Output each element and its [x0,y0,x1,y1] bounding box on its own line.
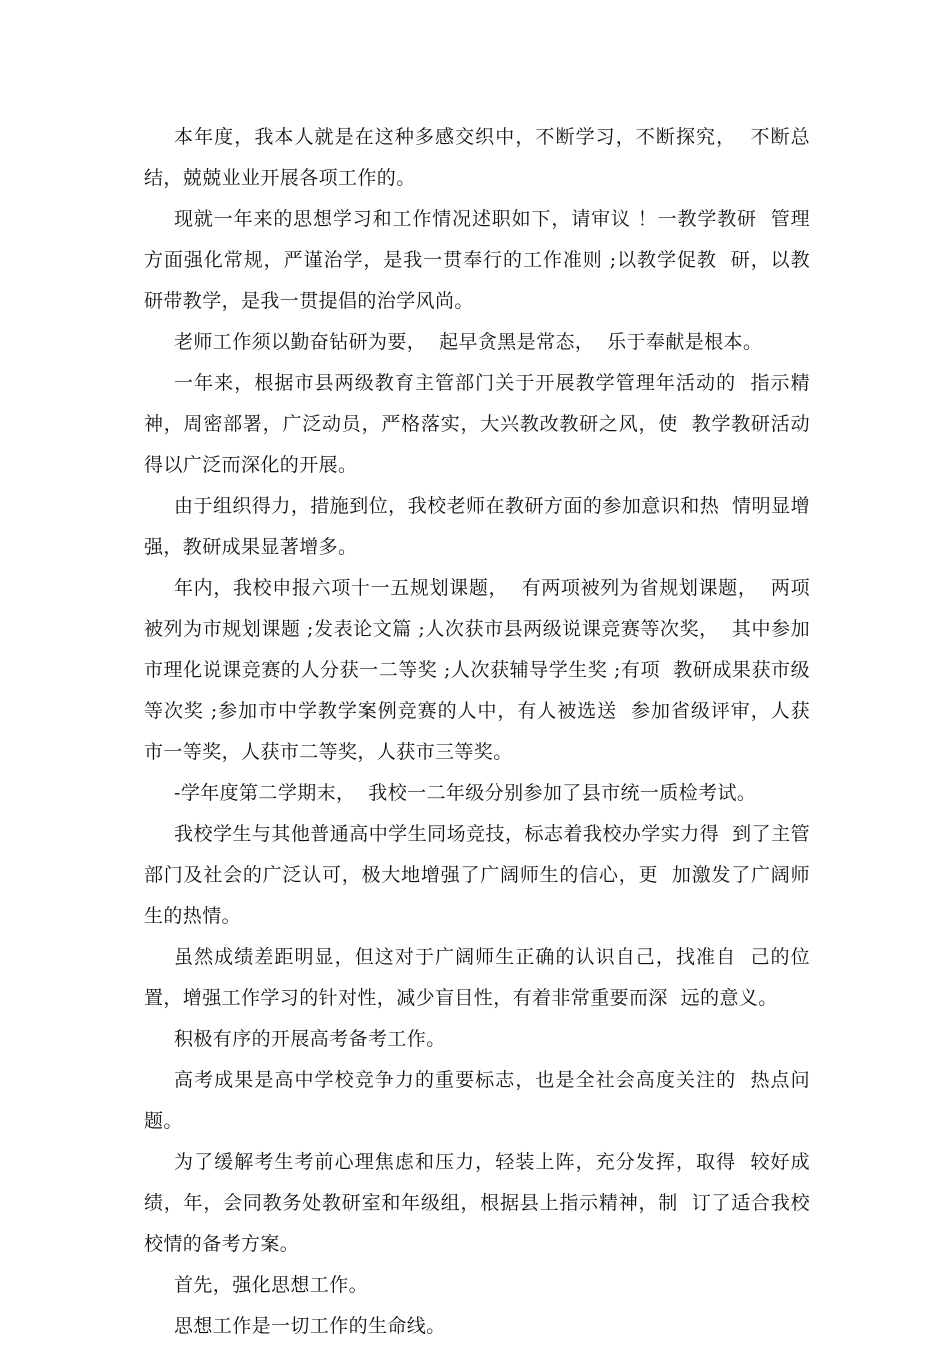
document-body [144,117,810,1347]
paragraph: 高考成果是高中学校竞争力的重要标志，也是全社会高度关注的 热点问题。 [144,1069,810,1132]
paragraph: 现就一年来的思想学习和工作情况述职如下，请审议 ！一教学教研 管理方面强化常规，严谨治学，是我一贯奉行的工作准则 ;以教学促教 研，以教研带教学，是我一贯提倡的治学风尚。 [144,208,810,312]
paragraph: 我校学生与其他普通高中学生同场竞技，标志着我校办学实力得 到了主管部门及社会的广泛认可，极大地增强了广阔师生的信心，更 加激发了广阔师生的热情。 [144,823,810,927]
paragraph: 老师工作须以勤奋钻研为要， 起早贪黑是常态， 乐于奉献是根本。 [174,331,763,353]
paragraph: 首先，强化思想工作。 [174,1274,369,1296]
paragraph: 年内，我校申报六项十一五规划课题， 有两项被列为省规划课题， 两项被列为市规划课题 ;发表论文篇 ;人次获市县两级说课竞赛等次奖， 其中参加市理化说课竞赛的人分获一二等奖 ;人次获辅导学生奖 ;有项 教研成果获市级等次奖 ;参加市中学教学案例竞赛的人中，有人被选送 参加省级评审，人获市一等奖，人获市二等奖，人获市三等奖。 [144,577,810,763]
paragraph: -学年度第二学期末， 我校一二年级分别参加了县市统一质检考试。 [174,782,757,804]
paragraph: 为了缓解考生考前心理焦虑和压力，轻装上阵，充分发挥，取得 较好成绩，年，会同教务处教研室和年级组，根据县上指示精神，制 订了适合我校校情的备考方案。 [144,1151,810,1255]
paragraph: 思想工作是一切工作的生命线。 [174,1315,446,1337]
paragraph: 由于组织得力，措施到位，我校老师在教研方面的参加意识和热 情明显增强，教研成果显著增多。 [144,495,810,558]
paragraph: 积极有序的开展高考备考工作。 [174,1028,446,1050]
paragraph: 一年来，根据市县两级教育主管部门关于开展教学管理年活动的 指示精神，周密部署，广泛动员，严格落实，大兴教改教研之风，使 教学教研活动得以广泛而深化的开展。 [144,372,810,476]
paragraph: 虽然成绩差距明显，但这对于广阔师生正确的认识自己，找准自 己的位置，增强工作学习的针对性，减少盲目性，有着非常重要而深 远的意义。 [144,946,810,1009]
paragraph: 本年度，我本人就是在这种多感交织中，不断学习，不断探究， 不断总结，兢兢业业开展各项工作的。 [144,126,810,189]
